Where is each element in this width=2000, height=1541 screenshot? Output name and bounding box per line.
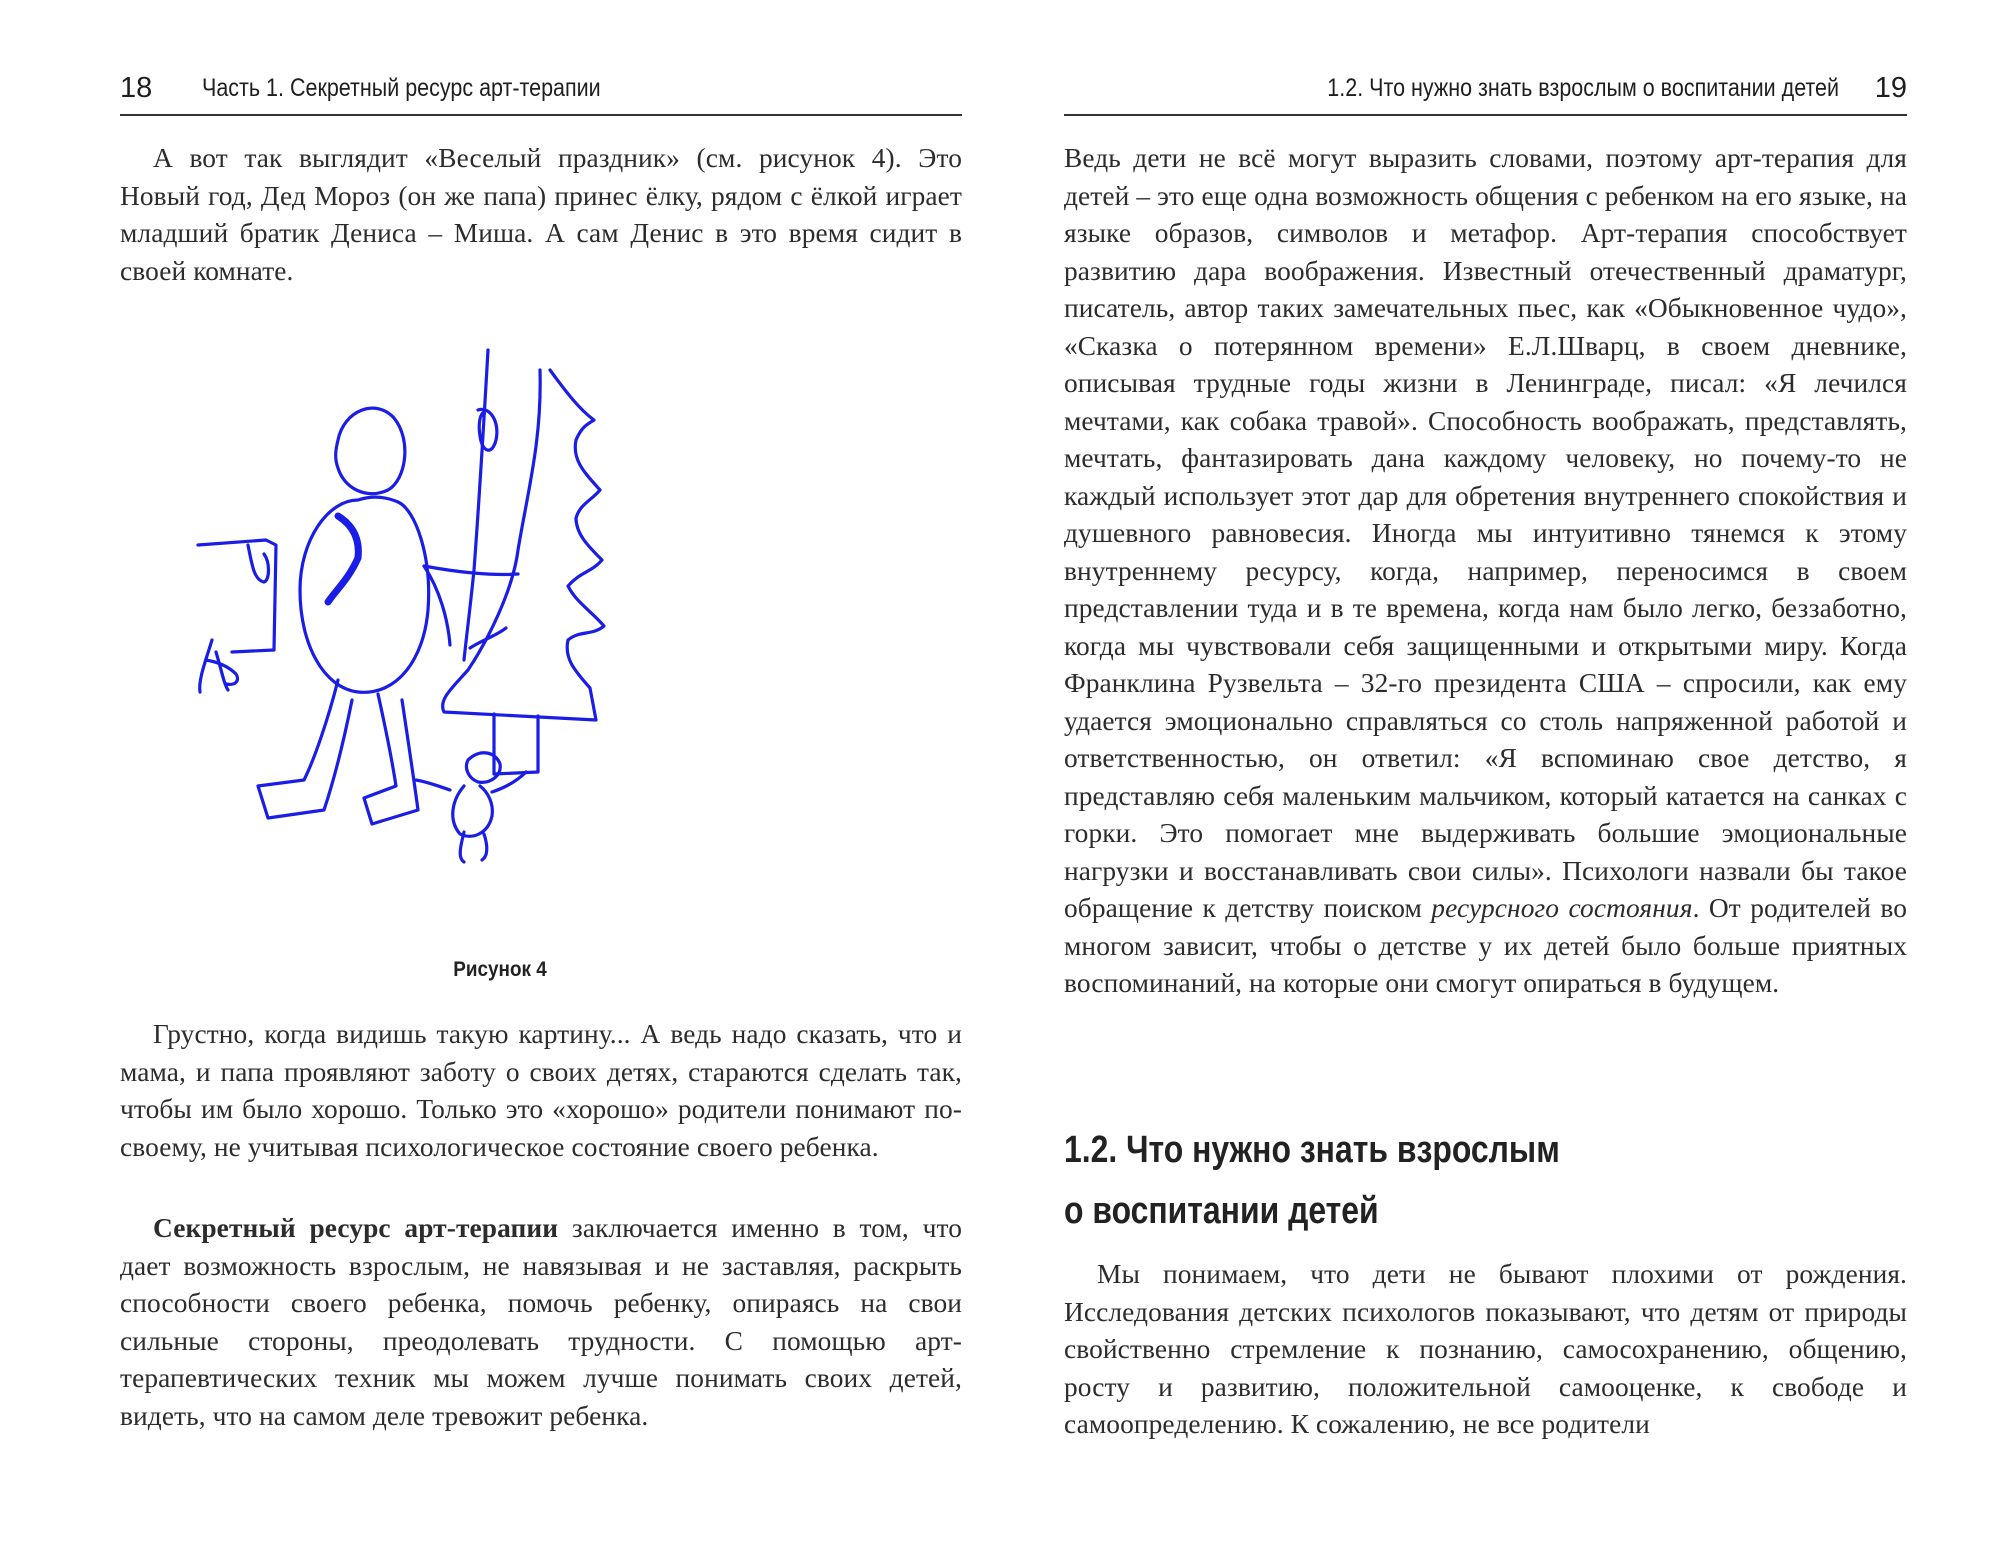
left-header-title: Часть 1. Секретный ресурс арт-терапии [202,74,601,102]
right-header-title: 1.2. Что нужно знать взрослым о воспитании детей [1327,74,1839,102]
left-paragraph-3-rest: заключается именно в том, что дает возможность взрослым, не навязывая и не заставляя, раскрыть способности своего ребенка, помочь ребенку, опираясь на свои сильные стороны, преодолевать трудности. С помощью арт-терапевтических техник мы можем лучше понимать своих детей, видеть, что на самом деле тревожит ребенка. [120,1213,962,1431]
bold-term: Секретный ресурс арт-терапии [153,1213,559,1243]
figure-caption: Рисунок 4 [453,958,547,981]
italic-term: ресурсного состояния [1431,893,1693,923]
right-page [1000,0,2000,1541]
left-paragraph-2: Грустно, когда видишь такую картину... А ведь надо сказать, что и мама, и папа проявляют заботу о своих детях, стараются сделать так, чтобы им было хорошо. Только это «хорошо» родители понимают по-своему, не учитывая психологическое состояние своего ребенка. [120,1019,962,1162]
left-running-header [120,62,962,116]
section-heading [1064,1120,1772,1242]
section-heading-line-2: о воспитании детей [1064,1190,1379,1232]
right-paragraph-1 [1064,140,1907,1003]
left-page-number: 18 [120,72,153,104]
right-page-number: 19 [1874,72,1907,104]
left-paragraph-1: А вот так выглядит «Веселый праздник» (см. рисунок 4). Это Новый год, Дед Мороз (он же папа) принес ёлку, рядом с ёлкой играет младший братик Дениса – Миша. А сам Денис в это время сидит в своей комнате. [120,143,962,286]
right-paragraph-2: Мы понимаем, что дети не бывают плохими от рождения. Исследования детских психологов показывают, что детям от природы свойственно стремление к познанию, самосохранению, общению, росту и развитию, положительной самооценке, к свободе и самоопределению. К сожалению, не все родители [1064,1259,1907,1439]
right-paragraph-1-part-a: Ведь дети не всё могут выразить словами, поэтому арт-терапия для детей – это еще одна возможность общения с ребенком на его языке, на языке образов, символов и метафор. Арт-терапия способствует развитию дара воображения. Известный отечественный драматург, писатель, автор таких замечательных пьес, как «Обыкновенное чудо», «Сказка о потерянном времени» Е.Л.Шварц, в своем дневнике, описывая трудные годы жизни в Ленинграде, писал: «Я лечился мечтами, как собака травой». Способность воображать, представлять, мечтать, фантазировать дана каждому человеку, но почему-то не каждый использует этот дар для обретения внутреннего спокойствия и душевного равновесия. Иногда мы интуитивно тянемся к этому внутреннему ресурсу, когда, например, переносимся в своем представлении туда и в те времена, когда нам было легко, беззаботно, когда мы чувствовали себя защищенными и открытыми миру. Когда Франклина Рузвельта – 32-го президента США – спросили, как ему удается эмоционально справляться со столь напряженной работой и ответственностью, он ответил: «Я вспоминаю свое детство, я представляю себя маленьким мальчиком, который катается на санках с горки. Это помогает мне выдерживать большие эмоциональные нагрузки и восстанавливать свои силы». Психологи назвали бы такое обращение к детству поиском [1064,143,1907,923]
child-drawing-icon [188,340,628,910]
right-paragraph-1-part-b: . От родителей во многом зависит, чтобы о детстве у их детей было больше приятных воспоминаний, на которые они смогут опираться в будущем. [1064,893,1907,998]
left-paragraph-3 [120,1210,962,1435]
section-heading-line-1: 1.2. Что нужно знать взрослым [1064,1129,1560,1171]
right-running-header [1064,62,1907,116]
